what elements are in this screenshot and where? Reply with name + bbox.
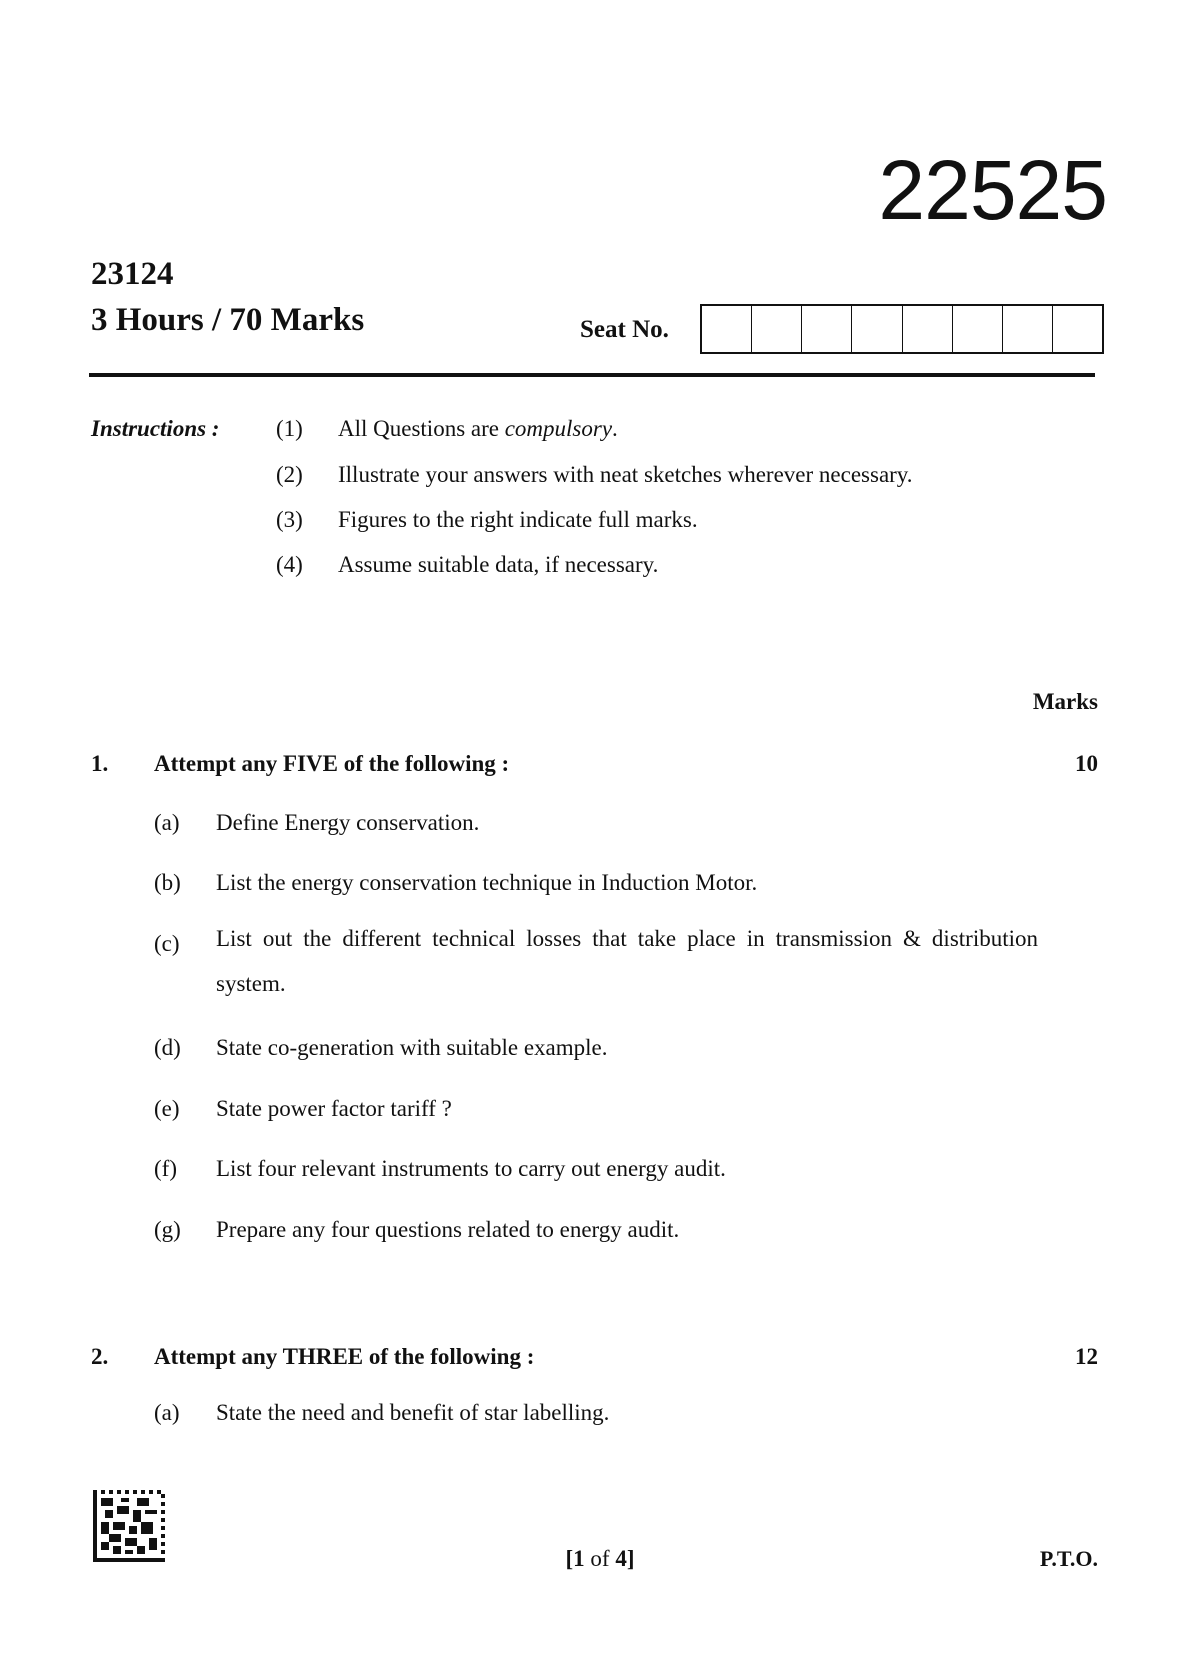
header-divider [89,373,1095,377]
seat-digit-box[interactable] [852,306,902,352]
question-marks: 10 [1075,751,1098,776]
sub-question-label: (d) [154,1035,181,1060]
marks-column-heading: Marks [1032,689,1098,714]
sub-question-text: State the need and benefit of star labelling. [216,1400,610,1425]
sub-question-label: (a) [154,810,180,835]
sub-question-label: (b) [154,870,181,895]
seat-digit-box[interactable] [903,306,953,352]
instruction-number: (2) [276,462,303,487]
question-number: 1. [91,751,109,776]
sub-question-text: List four relevant instruments to carry out energy audit. [216,1156,726,1181]
seat-digit-box[interactable] [702,306,752,352]
sub-question-label: (g) [154,1217,181,1242]
sub-question-text: Prepare any four questions related to energy audit. [216,1217,680,1242]
seat-number-boxes[interactable] [700,304,1104,354]
instruction-text: Figures to the right indicate full marks. [338,507,698,532]
exam-duration-marks: 3 Hours / 70 Marks [91,302,365,338]
instruction-number: (4) [276,552,303,577]
please-turn-over-label: P.T.O. [1039,1546,1098,1571]
instruction-text: Illustrate your answers with neat sketches wherever necessary. [338,462,913,487]
sub-question-text: Define Energy conservation. [216,810,480,835]
instructions-label: Instructions : [91,416,220,441]
seat-digit-box[interactable] [802,306,852,352]
sub-question-text: List the energy conservation technique in Induction Motor. [216,870,758,895]
question-number: 2. [91,1344,109,1369]
seat-digit-box[interactable] [752,306,802,352]
instruction-text: Assume suitable data, if necessary. [338,552,659,577]
subject-code: 22525 [878,143,1107,237]
sub-question-text: State power factor tariff ? [216,1096,452,1121]
page-number: [1 of 4] [565,1546,635,1571]
sub-question-label: (a) [154,1400,180,1425]
question-heading: Attempt any FIVE of the following : [154,751,510,776]
seat-digit-box[interactable] [1003,306,1053,352]
sub-question-text: State co-generation with suitable example. [216,1035,608,1060]
seat-digit-box[interactable] [1053,306,1102,352]
instruction-number: (3) [276,507,303,532]
instruction-text: All Questions are compulsory. [338,416,618,441]
sub-question-label: (c) [154,931,180,956]
sub-question-label: (e) [154,1096,180,1121]
seat-number-label: Seat No. [580,316,669,343]
sub-question-label: (f) [154,1156,177,1181]
question-marks: 12 [1075,1344,1098,1369]
question-heading: Attempt any THREE of the following : [154,1344,535,1369]
paper-code: 23124 [91,256,174,292]
instruction-number: (1) [276,416,303,441]
seat-digit-box[interactable] [953,306,1003,352]
sub-question-text: List out the different technical losses that take place in transmission & distribution system. [216,926,1038,996]
